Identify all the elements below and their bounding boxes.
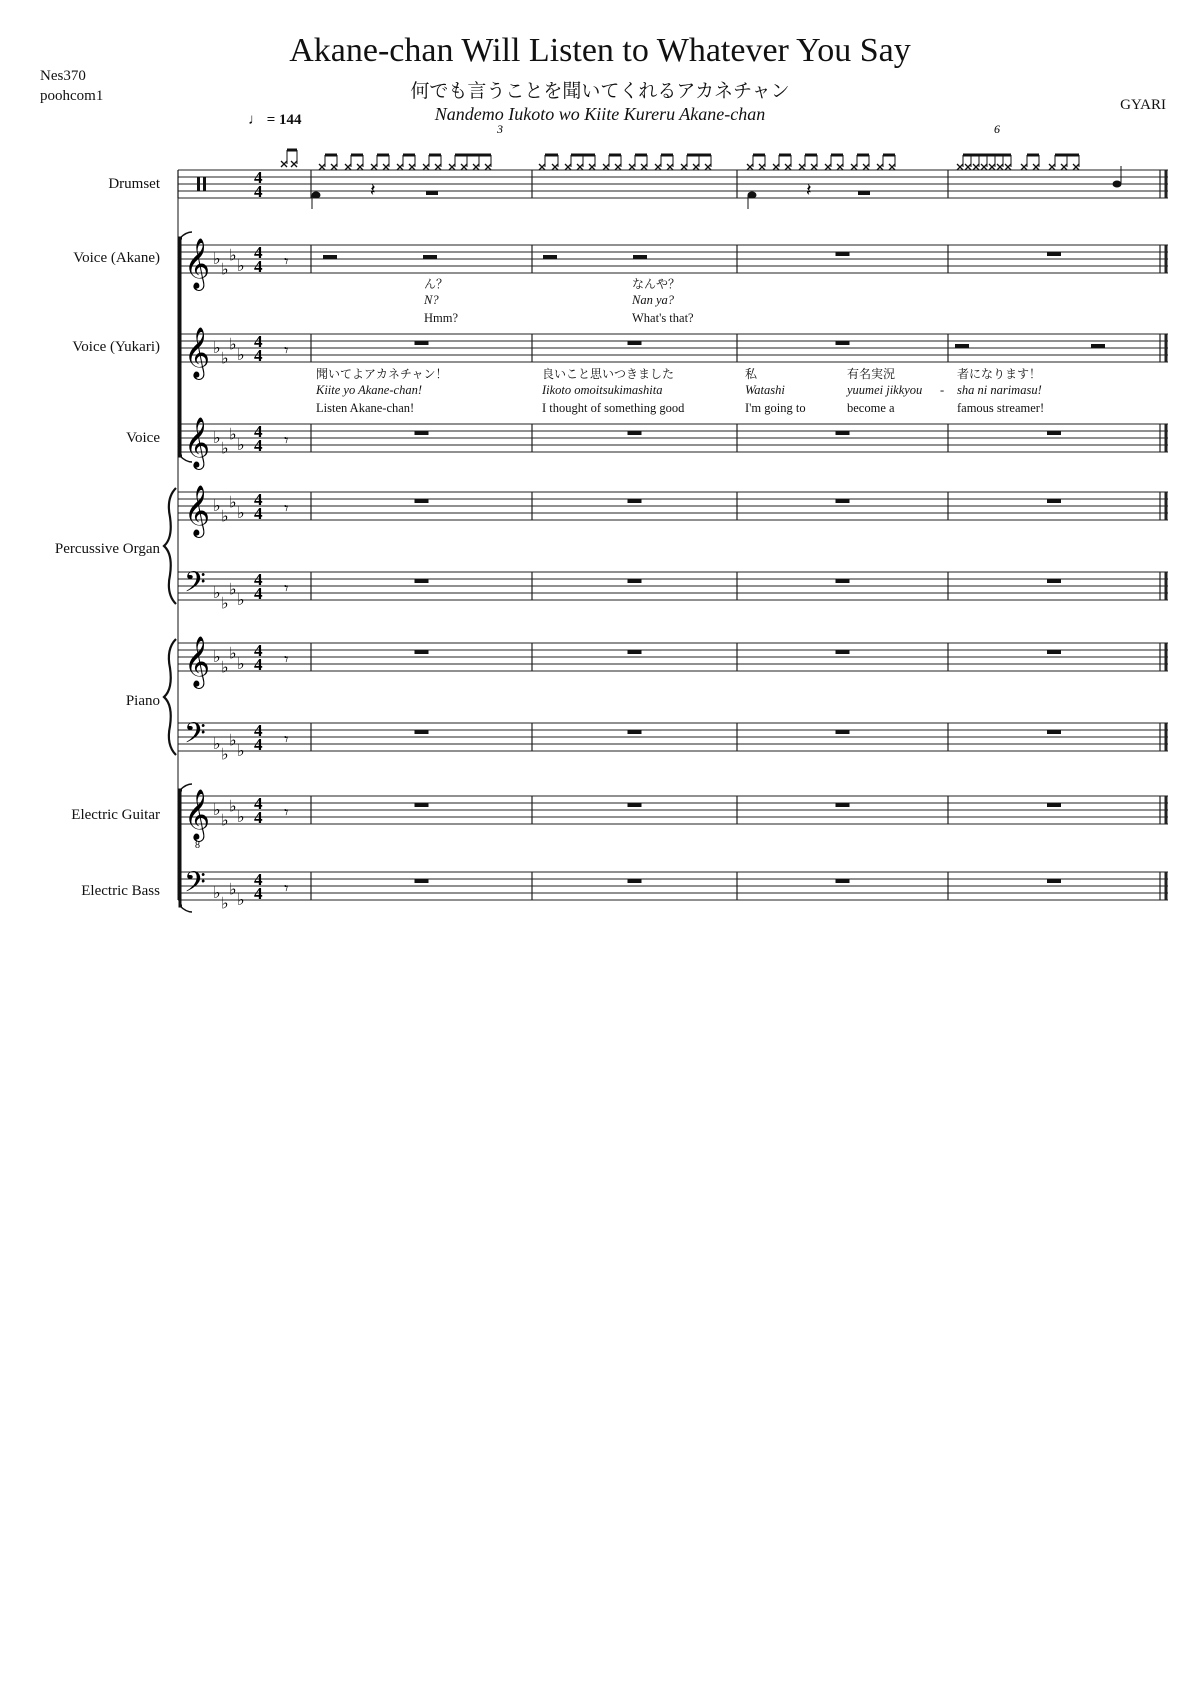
flat-accidental: ♭: [229, 643, 237, 663]
instrument-label-voice: Voice: [126, 430, 160, 446]
eighth-rest: 𝄾: [284, 499, 289, 519]
lyric-yukari-en-3: I'm going to: [745, 401, 806, 415]
time-sig-bottom: 4: [254, 584, 263, 603]
tuplet-number-3: 3: [497, 122, 503, 136]
whole-rest: [628, 650, 642, 654]
lyric-yukari-en-4: become a: [847, 401, 895, 415]
whole-rest: [628, 579, 642, 583]
organ-brace: [164, 488, 176, 604]
quarter-rest: 𝄽: [370, 180, 376, 201]
lyric-akane-en-2: What's that?: [632, 311, 694, 325]
half-rest: [543, 255, 557, 259]
time-sig-bottom: 4: [254, 257, 263, 276]
whole-rest: [415, 730, 429, 734]
arranger-name-1: Nes370: [40, 68, 86, 84]
eighth-rest: 𝄾: [284, 341, 289, 361]
arranger-name-2: poohcom1: [40, 88, 104, 104]
flat-accidental: ♭: [229, 796, 237, 816]
whole-rest: [836, 579, 850, 583]
quarter-rest: 𝄽: [806, 180, 812, 201]
eighth-rest: 𝄾: [284, 650, 289, 670]
flat-accidental: ♭: [213, 800, 221, 819]
lyric-yukari-romaji-3: Watashi: [745, 383, 785, 397]
lyric-yukari-jp-4: 有名実況: [847, 367, 896, 381]
eighth-rest: 𝄾: [284, 579, 289, 599]
flat-accidental: ♭: [237, 654, 245, 673]
flat-accidental: ♭: [213, 249, 221, 268]
flat-accidental: ♭: [221, 657, 229, 677]
whole-rest: [1047, 650, 1061, 654]
flat-accidental: ♭: [213, 338, 221, 357]
score-title: Akane-chan Will Listen to Whatever You Say: [289, 32, 911, 69]
instrument-label-drumset: Drumset: [108, 176, 160, 192]
lyric-yukari-hyphen: -: [940, 383, 945, 397]
whole-rest: [836, 803, 850, 807]
whole-rest: [628, 341, 642, 345]
time-sig-top: 4: [254, 422, 263, 441]
lyric-yukari-en-2: I thought of something good: [542, 401, 685, 415]
bass-drum-note: [748, 192, 757, 199]
bass-drum-note: [312, 192, 321, 199]
whole-rest: [1047, 879, 1061, 883]
instrument-label-electric-bass: Electric Bass: [81, 883, 160, 899]
percussion-clef-bar: [197, 177, 200, 191]
half-rest: [955, 344, 969, 348]
whole-rest: [836, 252, 850, 256]
tempo-value: = 144: [266, 112, 302, 128]
flat-accidental: ♭: [229, 579, 237, 599]
flat-accidental: ♭: [213, 583, 221, 602]
composer-name: GYARI: [1120, 97, 1166, 113]
lyric-yukari-romaji-5: sha ni narimasu!: [957, 383, 1042, 397]
lyric-yukari-jp-5: 者になります！: [957, 367, 1042, 381]
instrument-label-voice-yukari: Voice (Yukari): [72, 339, 160, 355]
whole-rest: [415, 879, 429, 883]
time-sig-bottom: 4: [254, 808, 263, 827]
treble-clef: 𝄞: [184, 485, 211, 536]
flat-accidental: ♭: [213, 647, 221, 666]
flat-accidental: ♭: [213, 428, 221, 447]
lyric-yukari-jp-3: 私: [745, 367, 758, 381]
flat-accidental: ♭: [229, 730, 237, 750]
voice-bracket: [180, 238, 182, 456]
treble-clef: 𝄞: [184, 789, 211, 840]
snare-note: [1113, 181, 1122, 188]
bass-clef: 𝄢: [184, 866, 206, 906]
half-rest: [633, 255, 647, 259]
tuplet-number-6: 6: [994, 122, 1000, 136]
bracket-bottom-hook: [180, 906, 192, 912]
lyric-yukari-romaji-4: yuumei jikkyou: [847, 383, 923, 397]
percussion-clef-bar: [203, 177, 206, 191]
time-sig-top: 4: [254, 243, 263, 262]
time-sig-bottom: 4: [254, 884, 263, 903]
quarter-note-icon: ♩: [248, 112, 263, 128]
flat-accidental: ♭: [221, 348, 229, 368]
whole-rest: [628, 431, 642, 435]
whole-rest: [628, 803, 642, 807]
treble-clef: 𝄞: [184, 238, 211, 289]
flat-accidental: ♭: [237, 503, 245, 522]
whole-rest: [415, 650, 429, 654]
half-rest: [858, 191, 870, 195]
flat-accidental: ♭: [229, 334, 237, 354]
lyric-akane-en-1: Hmm?: [424, 311, 459, 325]
staff-lines-group: [178, 170, 1168, 900]
flat-accidental: ♭: [221, 893, 229, 913]
whole-rest: [836, 879, 850, 883]
half-rest: [1091, 344, 1105, 348]
time-signatures-group: [254, 168, 263, 903]
half-rest: [323, 255, 337, 259]
flat-accidental: ♭: [221, 506, 229, 526]
flat-accidental: ♭: [229, 492, 237, 512]
lyric-akane-romaji-1: N?: [424, 293, 439, 307]
flat-accidental: ♭: [237, 741, 245, 760]
clefs-group: [184, 177, 210, 906]
instrument-label-electric-guitar: Electric Guitar: [71, 807, 160, 823]
whole-rest: [836, 499, 850, 503]
time-sig-top: 4: [254, 332, 263, 351]
lyric-yukari-romaji-2: Iikoto omoitsukimashita: [542, 383, 663, 397]
flat-accidental: ♭: [221, 438, 229, 458]
flat-accidental: ♭: [229, 879, 237, 899]
flat-accidental: ♭: [237, 590, 245, 609]
lyric-yukari-en-1: Listen Akane-chan!: [316, 401, 415, 415]
treble-clef: 𝄞: [184, 636, 211, 687]
flat-accidental: ♭: [237, 256, 245, 275]
lyric-yukari-en-5: famous streamer!: [957, 401, 1045, 415]
barlines-group: [178, 170, 1166, 900]
treble-clef: 𝄞: [184, 327, 211, 378]
bass-clef: 𝄢: [184, 566, 206, 606]
piano-brace: [164, 639, 176, 755]
time-sig-top: 4: [254, 570, 263, 589]
time-sig-top: 4: [254, 870, 263, 889]
whole-rest: [1047, 730, 1061, 734]
time-sig-top: 4: [254, 168, 263, 187]
time-sig-bottom: 4: [254, 655, 263, 674]
whole-rest: [836, 650, 850, 654]
flat-accidental: ♭: [237, 435, 245, 454]
flat-accidental: ♭: [213, 734, 221, 753]
eighth-rest: 𝄾: [284, 431, 289, 451]
flat-accidental: ♭: [213, 883, 221, 902]
whole-rest: [415, 341, 429, 345]
whole-rest: [628, 499, 642, 503]
time-sig-bottom: 4: [254, 504, 263, 523]
whole-rest: [836, 341, 850, 345]
whole-rest: [415, 803, 429, 807]
time-sig-top: 4: [254, 721, 263, 740]
eighth-rest: 𝄾: [284, 730, 289, 750]
time-sig-bottom: 4: [254, 436, 263, 455]
instrument-label-piano: Piano: [125, 693, 160, 709]
bass-clef: 𝄢: [184, 717, 206, 757]
flat-accidental: ♭: [229, 245, 237, 265]
instrument-label-percussive-organ: Percussive Organ: [54, 541, 160, 557]
whole-rest: [415, 499, 429, 503]
half-rest: [423, 255, 437, 259]
lyric-akane-romaji-2: Nan ya?: [632, 293, 675, 307]
whole-rest: [1047, 431, 1061, 435]
half-rest: [426, 191, 438, 195]
whole-rest: [628, 730, 642, 734]
instrument-label-voice-akane: Voice (Akane): [73, 250, 160, 266]
flat-accidental: ♭: [237, 890, 245, 909]
score-subtitle-japanese: 何でも言うことを聞いてくれるアカネチャン: [410, 80, 790, 102]
eighth-rest: 𝄾: [284, 803, 289, 823]
time-sig-bottom: 4: [254, 735, 263, 754]
time-sig-top: 4: [254, 794, 263, 813]
flat-accidental: ♭: [229, 424, 237, 444]
flat-accidental: ♭: [221, 744, 229, 764]
whole-rest: [1047, 252, 1061, 256]
whole-rest: [836, 730, 850, 734]
time-sig-top: 4: [254, 641, 263, 660]
flat-accidental: ♭: [237, 345, 245, 364]
whole-rest: [415, 431, 429, 435]
lyric-akane-jp-2: なんや？: [632, 277, 681, 291]
time-sig-top: 4: [254, 490, 263, 509]
time-sig-bottom: 4: [254, 182, 263, 201]
flat-accidental: ♭: [221, 810, 229, 830]
lyric-akane-jp-1: ん？: [424, 277, 449, 291]
time-sig-bottom: 4: [254, 346, 263, 365]
whole-rest: [415, 579, 429, 583]
lyric-yukari-romaji-1: Kiite yo Akane-chan!: [316, 383, 422, 397]
drum-notation-group: [281, 150, 1122, 209]
whole-rest: [1047, 499, 1061, 503]
whole-rest: [1047, 579, 1061, 583]
treble-clef: 𝄞: [184, 417, 211, 468]
whole-rest: [1047, 803, 1061, 807]
flat-accidental: ♭: [221, 259, 229, 279]
lyric-yukari-jp-1: 聞いてよアカネチャン！: [316, 367, 448, 381]
eighth-rest: 𝄾: [284, 252, 289, 272]
guitar-bass-bracket: [180, 790, 182, 906]
score-subtitle-romaji: Nandemo Iukoto wo Kiite Kureru Akane-chan: [434, 104, 766, 124]
flat-accidental: ♭: [221, 593, 229, 613]
whole-rest: [836, 431, 850, 435]
rests-group: [284, 252, 1105, 899]
flat-accidental: ♭: [213, 496, 221, 515]
whole-rest: [628, 879, 642, 883]
guitar-octave-mark: 8: [195, 840, 200, 851]
lyric-yukari-jp-2: 良いこと思いつきました: [542, 367, 675, 381]
eighth-rest: 𝄾: [284, 879, 289, 899]
flat-accidental: ♭: [237, 807, 245, 826]
